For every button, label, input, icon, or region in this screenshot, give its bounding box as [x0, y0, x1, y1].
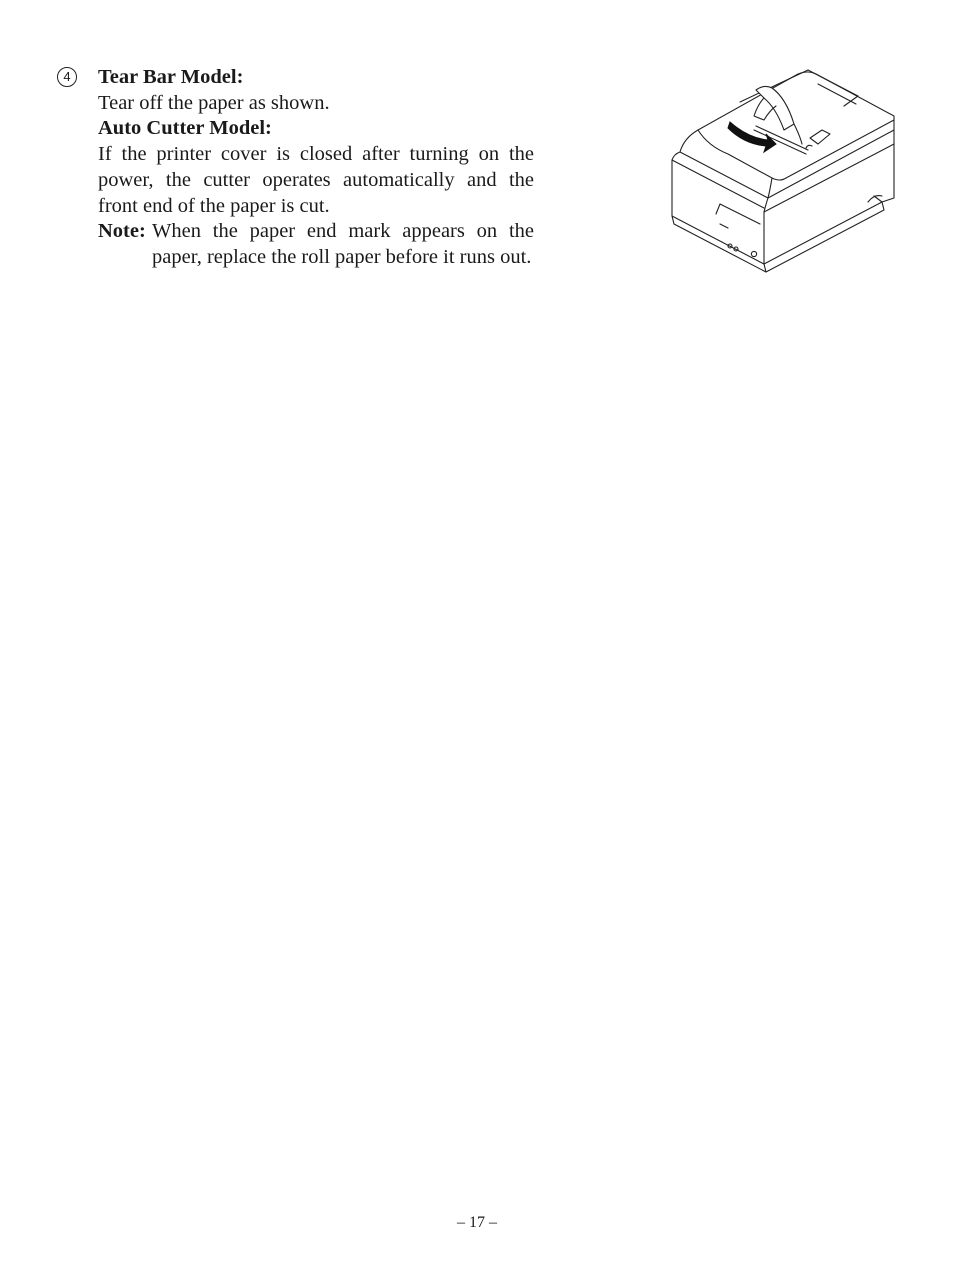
instruction-text [98, 65, 534, 271]
note-label: Note: [98, 220, 146, 243]
tear-bar-heading: Tear Bar Model: [98, 66, 244, 88]
printer-tear-paper-illustration [668, 64, 902, 278]
note-paragraph [98, 219, 534, 270]
step-number-badge: 4 [57, 67, 77, 87]
page-number: – 17 – [457, 1214, 497, 1231]
auto-cutter-text: If the printer cover is closed after turning on the power, the cutter operates automatically and the front end of the paper is cut. [98, 143, 534, 217]
tear-bar-text: Tear off the paper as shown. [98, 91, 330, 114]
auto-cutter-heading: Auto Cutter Model: [98, 117, 272, 140]
note-text: When the paper end mark appears on the paper, replace the roll paper before it runs out. [152, 220, 534, 268]
